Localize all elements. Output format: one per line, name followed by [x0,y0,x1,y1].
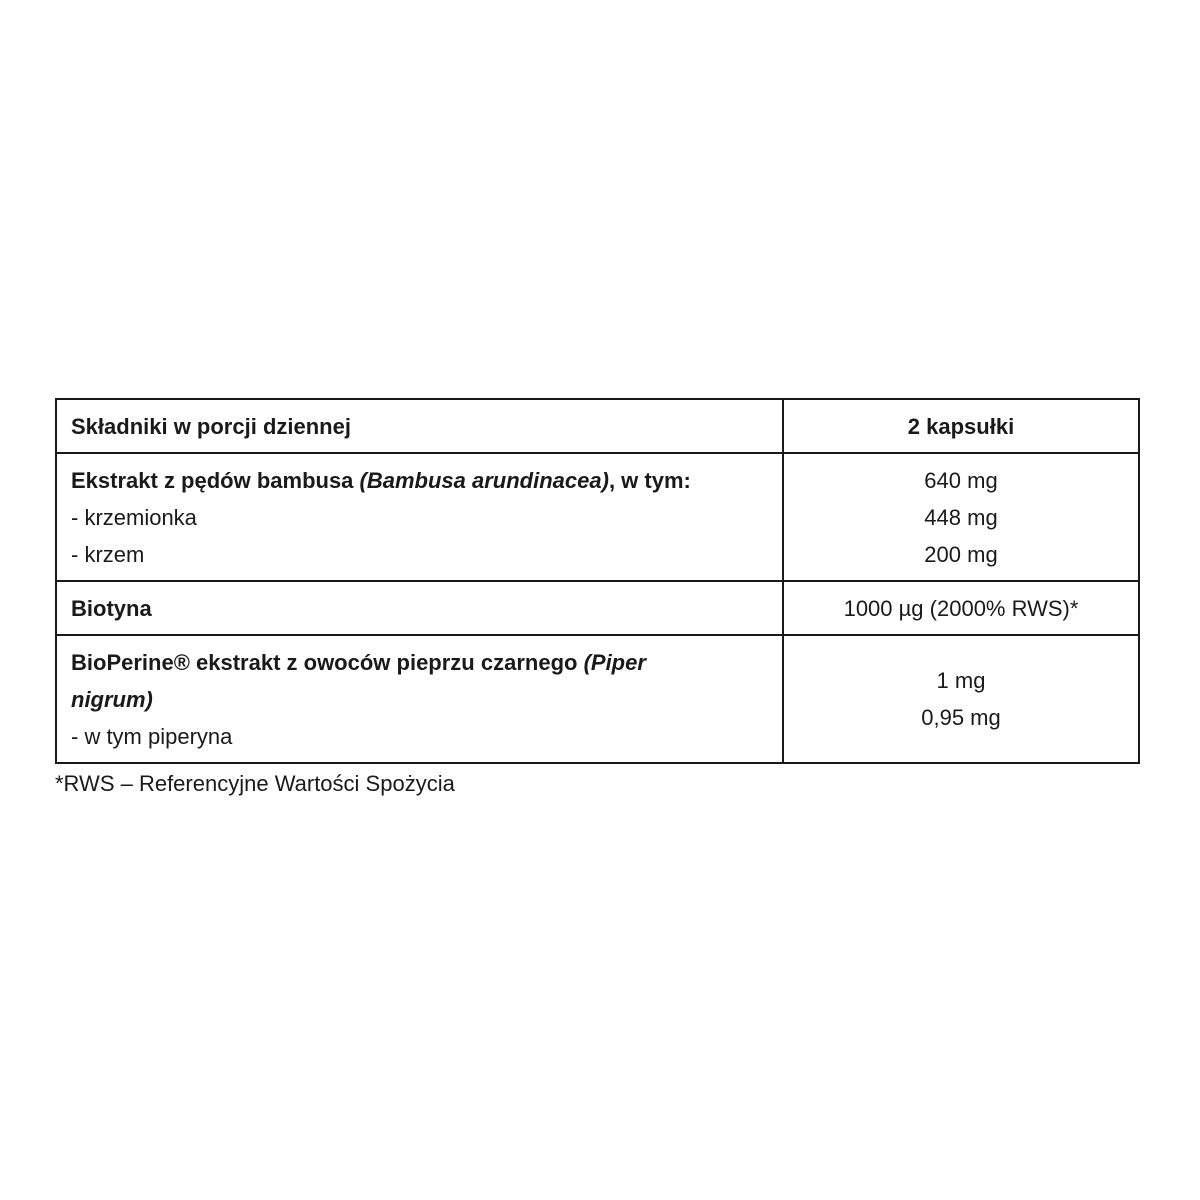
amount-value: 200 mg [924,541,998,567]
ingredient-name: Ekstrakt z pędów bambusa [71,467,360,493]
amount-bioperine [783,635,1139,763]
table-row [56,453,1139,581]
header-ingredients: Składniki w porcji dziennej [56,399,783,453]
header-serving: 2 kapsułki [783,399,1139,453]
ingredient-name: BioPerine® ekstrakt z owoców pieprzu czarnego [71,649,584,675]
sub-ingredient-silicon: - krzem [71,541,145,567]
amount-biotin: 1000 µg (2000% RWS)* [783,581,1139,635]
table-row [56,581,1139,635]
supplement-facts [55,398,1138,799]
amount-value: 0,95 mg [921,705,1001,730]
amount-value: 448 mg [924,504,998,530]
ingredient-name-suffix: , w tym: [608,467,691,493]
amount-value: 1 mg [936,668,986,693]
ingredients-table [55,398,1140,764]
amount-bamboo-extract [783,453,1139,581]
ingredient-latin-name: (Bambusa arundinacea) [359,467,609,493]
ingredient-biotin: Biotyna [56,581,783,635]
ingredient-bioperine [56,635,783,763]
footnote: *RWS – Referencyjne Wartości Spożycia [55,771,455,796]
amount-value: 640 mg [924,467,998,493]
table-header-row [56,399,1139,453]
ingredient-latin-name-cont: nigrum) [71,686,153,712]
table-row [56,635,1139,763]
sub-ingredient-silica: - krzemionka [71,504,197,530]
ingredient-latin-name: (Piper [583,649,646,675]
sub-ingredient-piperine: - w tym piperyna [71,723,233,749]
ingredient-bamboo-extract [56,453,783,581]
